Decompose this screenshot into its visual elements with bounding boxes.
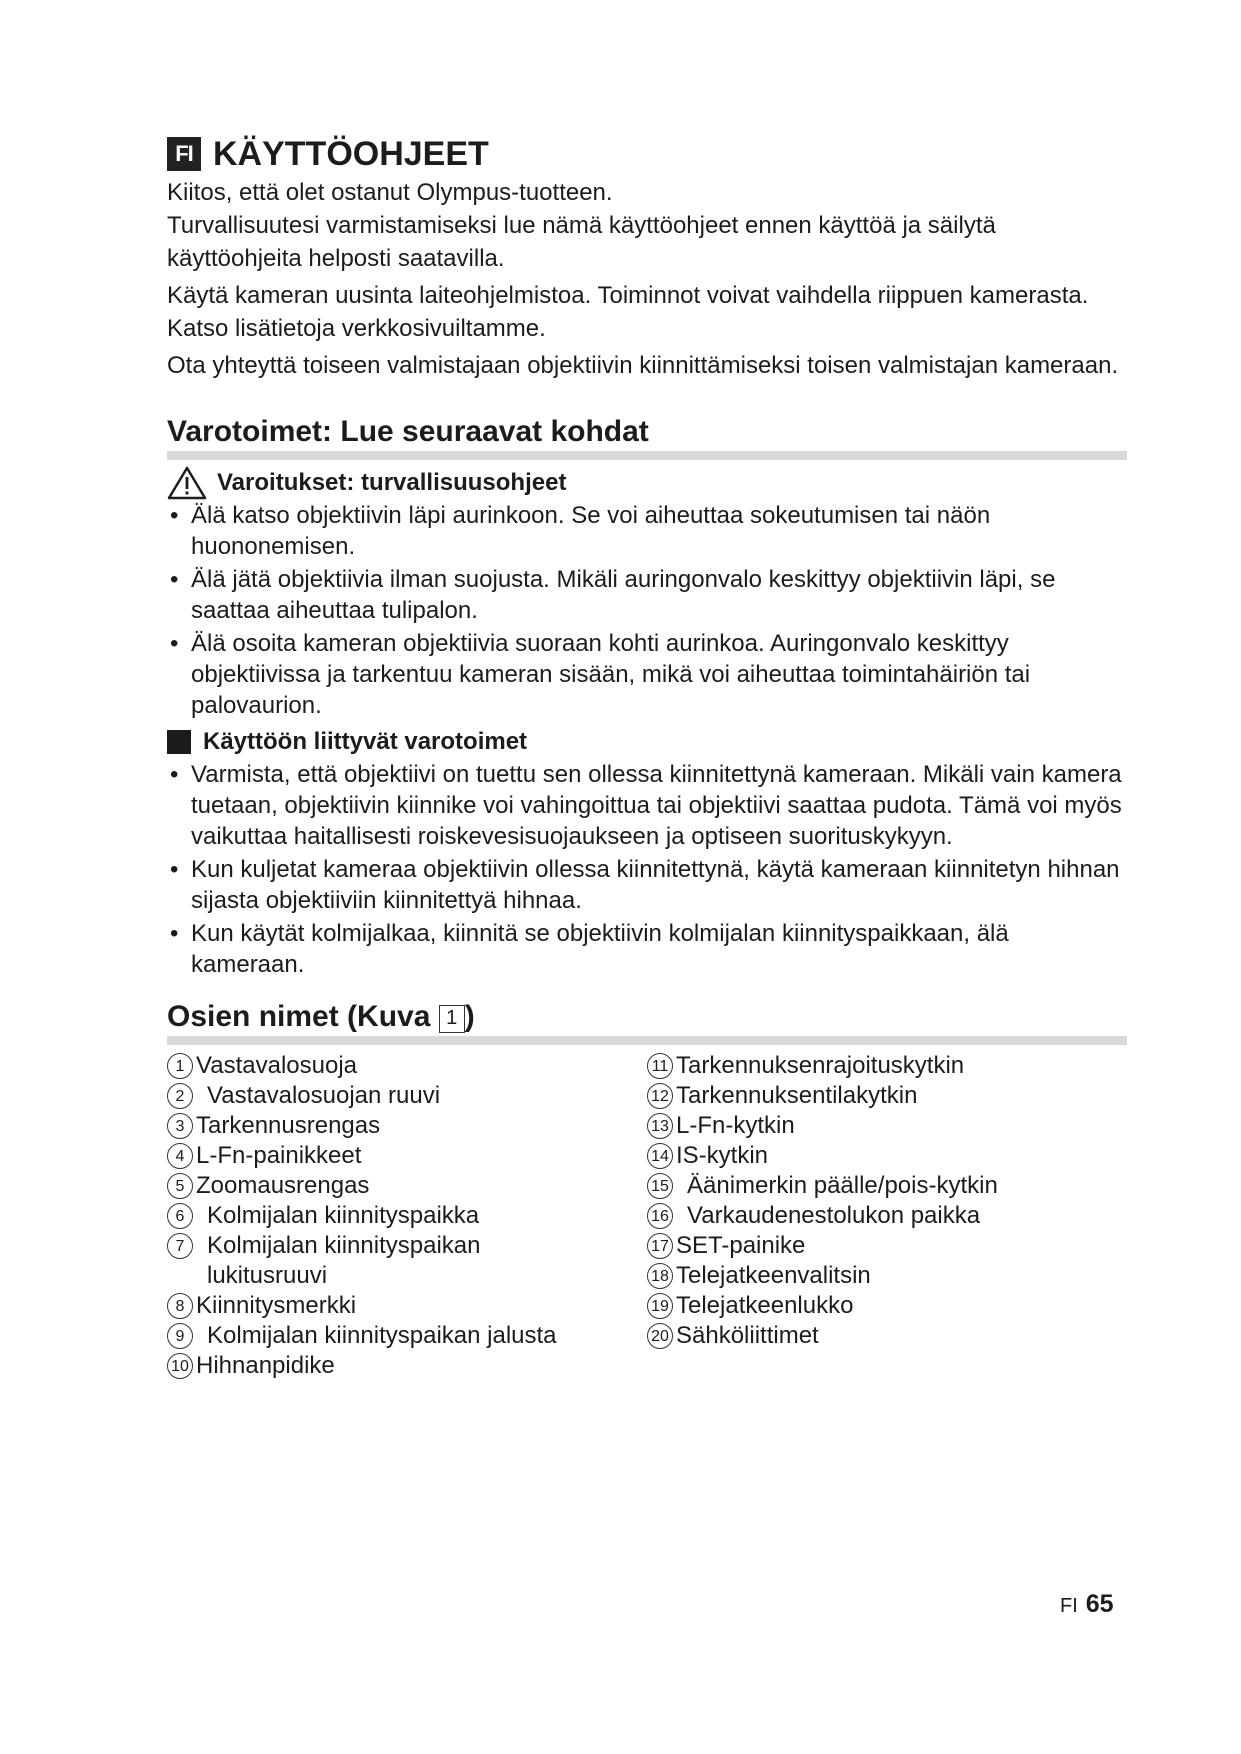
part-label: Tarkennusrengas <box>196 1112 381 1139</box>
list-item <box>167 1201 647 1231</box>
list-item <box>647 1081 1127 1111</box>
part-label: Kiinnitysmerkki <box>196 1292 357 1319</box>
part-number: 2 <box>167 1083 193 1109</box>
list-item <box>167 1351 647 1381</box>
page-title: KÄYTTÖOHJEET <box>213 134 489 173</box>
precautions-heading: Varotoimet: Lue seuraavat kohdat <box>167 413 1127 460</box>
part-number: 14 <box>647 1143 673 1169</box>
usage-list <box>167 759 1127 980</box>
warnings-list <box>167 500 1127 721</box>
part-number: 6 <box>167 1203 193 1229</box>
list-item <box>647 1291 1127 1321</box>
part-number: 19 <box>647 1293 673 1319</box>
bullet: • <box>170 920 179 947</box>
intro-firmware: Käytä kameran uusinta laiteohjelmistoa. Toiminnot voivat vaihdella riippuen kamerasta. Katso lisätietoja verkkosivuiltamme. <box>167 282 1089 342</box>
list-item <box>167 1111 647 1141</box>
parts-heading-text: Osien nimet (Kuva <box>167 1000 439 1033</box>
warnings-title: Varoitukset: turvallisuusohjeet <box>217 469 567 496</box>
part-label: Kolmijalan kiinnityspaikan jalusta <box>207 1322 557 1349</box>
part-number: 12 <box>647 1083 673 1109</box>
part-label: Kolmijalan kiinnityspaikan lukitusruuvi <box>207 1232 481 1289</box>
warning-text: Älä katso objektiivin läpi aurinkoon. Se voi aiheuttaa sokeutumisen tai näön huononemisen. <box>191 502 991 560</box>
list-item <box>167 1141 647 1171</box>
part-label: Äänimerkin päälle/pois-kytkin <box>687 1172 998 1199</box>
part-label: Vastavalosuojan ruuvi <box>207 1082 441 1109</box>
part-number: 11 <box>647 1053 673 1079</box>
part-label: Tarkennuksentilakytkin <box>676 1082 918 1109</box>
list-item <box>167 759 1127 852</box>
list-item <box>167 1321 647 1351</box>
part-number: 18 <box>647 1263 673 1289</box>
part-label: L-Fn-painikkeet <box>196 1142 362 1169</box>
part-number: 13 <box>647 1113 673 1139</box>
part-number: 20 <box>647 1323 673 1349</box>
warning-triangle-icon <box>167 466 207 500</box>
page-number: 65 <box>1085 1590 1114 1618</box>
warnings-subheading <box>167 466 1127 500</box>
intro-safety: Turvallisuutesi varmistamiseksi lue nämä käyttöohjeet ennen käyttöä ja säilytä käyttöohjeita helposti saatavilla. <box>167 212 996 272</box>
language-badge: FI <box>167 137 201 171</box>
list-item <box>647 1261 1127 1291</box>
list-item <box>167 1231 647 1291</box>
part-number: 15 <box>647 1173 673 1199</box>
intro-other-maker: Ota yhteyttä toiseen valmistajaan objektiivin kiinnittämiseksi toisen valmistajan kameraan. <box>167 352 1119 379</box>
usage-text: Varmista, että objektiivi on tuettu sen ollessa kiinnitettynä kameraan. Mikäli vain kamera tuetaan, objektiivin kiinnike voi vahingoittua tai objektiivi saattaa pudota. Tämä voi myös vaikuttaa haitallisesti roiskevesisuojaukseen ja optiseen suorituskykyyn. <box>191 761 1122 850</box>
list-item <box>647 1171 1127 1201</box>
parts-heading <box>167 998 1127 1045</box>
bullet: • <box>170 856 179 883</box>
part-label: L-Fn-kytkin <box>676 1112 795 1139</box>
part-number: 10 <box>167 1353 193 1379</box>
list-item <box>167 854 1127 916</box>
parts-column-left <box>167 1051 647 1381</box>
footer-language: FI <box>1060 1595 1078 1617</box>
part-label: Telejatkeenvalitsin <box>676 1262 871 1289</box>
part-label: Zoomausrengas <box>196 1172 370 1199</box>
list-item <box>647 1231 1127 1261</box>
square-bullet-icon <box>167 730 191 754</box>
list-item <box>167 628 1127 721</box>
intro-thanks: Kiitos, että olet ostanut Olympus-tuotteen. <box>167 179 613 206</box>
usage-subheading <box>167 725 1127 759</box>
part-number: 8 <box>167 1293 193 1319</box>
parts-list <box>167 1051 1127 1381</box>
usage-text: Kun käytät kolmijalkaa, kiinnitä se objektiivin kolmijalan kiinnityspaikkaan, älä kameraan. <box>191 920 1009 978</box>
part-label: Sähköliittimet <box>676 1322 819 1349</box>
list-item <box>167 1081 647 1111</box>
usage-title: Käyttöön liittyvät varotoimet <box>203 728 528 755</box>
part-number: 3 <box>167 1113 193 1139</box>
list-item <box>167 564 1127 626</box>
part-label: IS-kytkin <box>676 1142 769 1169</box>
list-item <box>167 1291 647 1321</box>
part-label: Telejatkeenlukko <box>676 1292 854 1319</box>
part-label: Kolmijalan kiinnityspaikka <box>207 1202 480 1229</box>
part-number: 16 <box>647 1203 673 1229</box>
part-label: Vastavalosuoja <box>196 1052 357 1079</box>
part-label: Tarkennuksenrajoituskytkin <box>676 1052 965 1079</box>
usage-text: Kun kuljetat kameraa objektiivin ollessa kiinnitettynä, käytä kameraan kiinnitetyn hihnan sijasta objektiiviin kiinnitettyä hihnaa. <box>191 856 1120 914</box>
list-item <box>167 1171 647 1201</box>
page-footer <box>1060 1590 1114 1619</box>
content <box>167 132 1127 1381</box>
warning-text: Älä osoita kameran objektiivia suoraan kohti aurinkoa. Auringonvalo keskittyy objektiivissa ja tarkentuu kameran sisään, mikä voi aiheuttaa toimintahäiriön tai palovaurion. <box>191 630 1031 719</box>
list-item <box>167 500 1127 562</box>
part-number: 17 <box>647 1233 673 1259</box>
part-label: Varkaudenestolukon paikka <box>687 1202 981 1229</box>
list-item <box>647 1321 1127 1351</box>
figure-ref: 1 <box>439 1005 465 1033</box>
list-item <box>167 918 1127 980</box>
warning-text: Älä jätä objektiivia ilman suojusta. Mikäli auringonvalo keskittyy objektiivin läpi, se saattaa aiheuttaa tulipalon. <box>191 566 1056 624</box>
part-number: 1 <box>167 1053 193 1079</box>
bullet: • <box>170 630 179 657</box>
parts-heading-close: ) <box>464 1000 475 1033</box>
part-label: SET-painike <box>676 1232 806 1259</box>
bullet: • <box>170 566 179 593</box>
title-row <box>167 132 1127 176</box>
list-item <box>647 1051 1127 1081</box>
bullet: • <box>170 761 179 788</box>
parts-column-right <box>647 1051 1127 1381</box>
intro <box>167 176 1127 382</box>
part-number: 7 <box>167 1233 193 1259</box>
list-item <box>647 1111 1127 1141</box>
part-number: 5 <box>167 1173 193 1199</box>
part-label: Hihnanpidike <box>196 1352 335 1379</box>
list-item <box>647 1141 1127 1171</box>
list-item <box>167 1051 647 1081</box>
list-item <box>647 1201 1127 1231</box>
part-number: 9 <box>167 1323 193 1349</box>
part-number: 4 <box>167 1143 193 1169</box>
bullet: • <box>170 502 179 529</box>
